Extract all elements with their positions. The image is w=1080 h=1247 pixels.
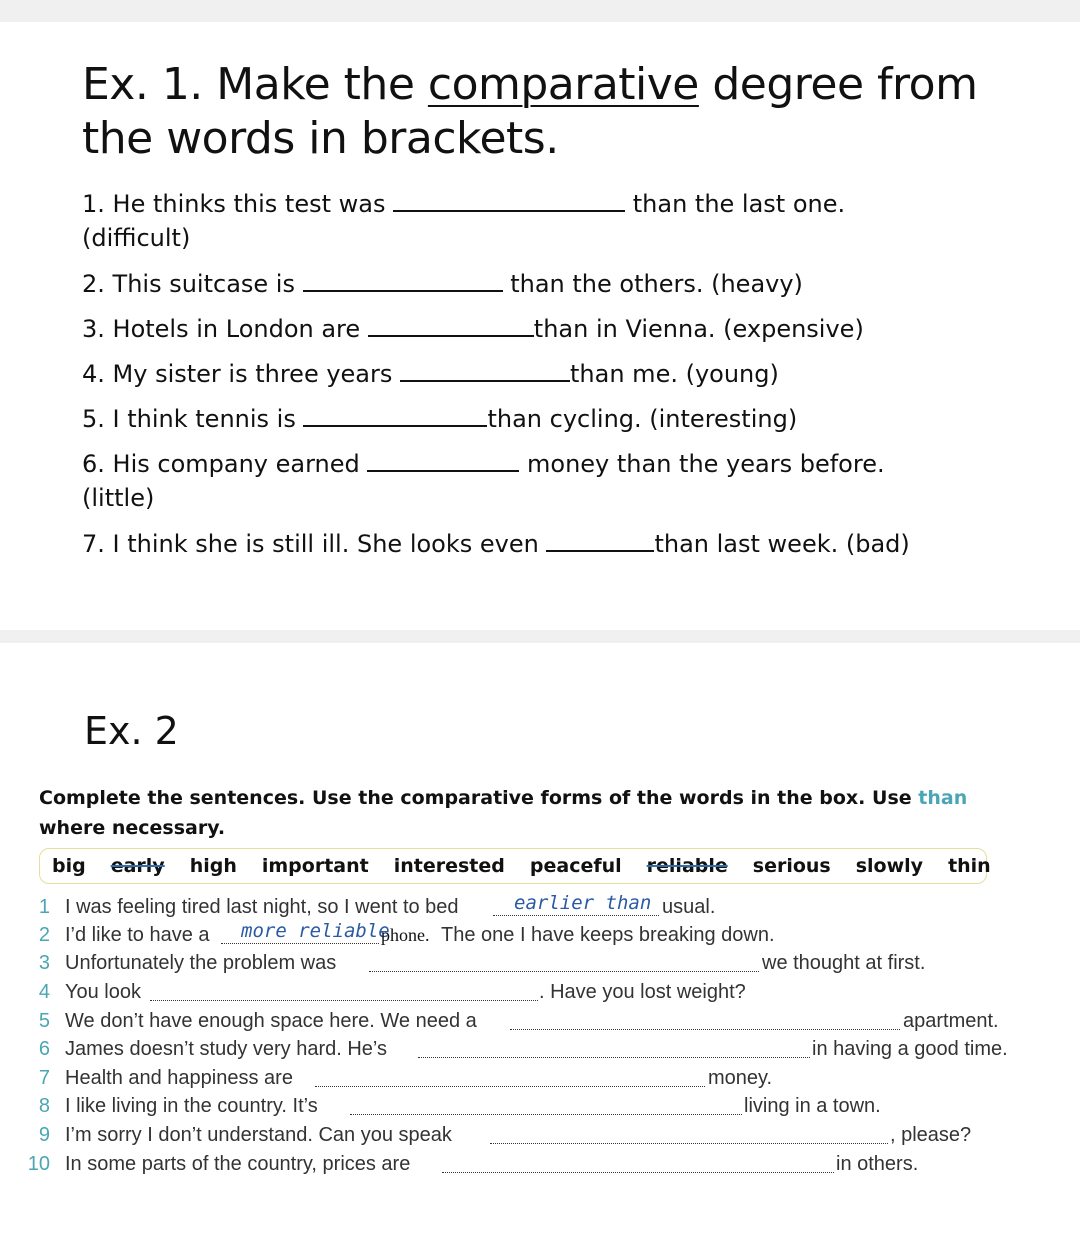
sentence-text: I’d like to have a: [65, 924, 210, 946]
ex1-item-5: [82, 402, 982, 436]
sentence-number: 5: [38, 1010, 50, 1032]
word-box-item-used: early: [110, 855, 165, 877]
sentence-number: 9: [38, 1124, 50, 1146]
sentence-number: 7: [38, 1067, 50, 1089]
item-text: (little): [82, 484, 155, 512]
sentence-text: Unfortunately the problem was: [65, 952, 337, 974]
answer-line[interactable]: [442, 1172, 834, 1173]
answer-blank[interactable]: [303, 268, 503, 292]
word-box-item: serious: [752, 855, 831, 877]
ex2-sentence-1: [0, 892, 1080, 924]
sentence-text: The one I have keeps breaking down.: [441, 924, 775, 946]
instruction-text: where necessary.: [39, 817, 226, 839]
word-box-item: interested: [393, 855, 505, 877]
sentence-number: 1: [38, 896, 50, 918]
sentence-text: in others.: [836, 1153, 919, 1175]
item-text: than in Vienna. (expensive): [533, 315, 864, 343]
item-text: money than the years before.: [519, 450, 885, 478]
item-text: 7. I think she is still ill. She looks even: [82, 530, 547, 558]
answer-blank[interactable]: [367, 448, 519, 472]
sentence-text: we thought at first.: [762, 952, 926, 974]
answer-line[interactable]: [369, 971, 759, 972]
sentence-text: I’m sorry I don’t understand. Can you speak: [65, 1124, 452, 1146]
answer-line[interactable]: [510, 1029, 900, 1030]
item-text: than cycling. (interesting): [487, 405, 798, 433]
item-text: 5. I think tennis is: [82, 405, 304, 433]
item-text: (difficult): [82, 224, 191, 252]
exercise-2-instructions: [39, 783, 1029, 843]
item-text: than last week. (bad): [654, 530, 910, 558]
answer-blank[interactable]: [368, 313, 534, 337]
sentence-number: 4: [38, 981, 50, 1003]
title-underlined-word: comparative: [427, 59, 699, 110]
answer-line[interactable]: [221, 943, 379, 944]
ex1-item-7: [82, 527, 982, 561]
word-box-item: slowly: [855, 855, 924, 877]
ex1-item-1: [82, 187, 982, 221]
ex2-sentence-2: [0, 920, 1080, 952]
exercise-1-title: [82, 58, 1042, 166]
answer-blank[interactable]: [303, 403, 487, 427]
ex2-sentence-9: [0, 1124, 1080, 1152]
sentence-text: Health and happiness are: [65, 1067, 293, 1089]
sentence-text: in having a good time.: [812, 1038, 1008, 1060]
title-text-part1: Ex. 1. Make the: [82, 59, 428, 110]
sentence-text: We don’t have enough space here. We need a: [65, 1010, 477, 1032]
answer-line[interactable]: [493, 915, 659, 916]
ex2-sentence-10: [0, 1153, 1080, 1181]
answer-blank[interactable]: [400, 358, 570, 382]
exercise-1-slide: [0, 22, 1080, 630]
sentence-text: usual.: [662, 896, 716, 918]
ex1-item-6-line2: [82, 481, 982, 515]
sentence-number: 6: [38, 1038, 50, 1060]
ex1-item-2: [82, 267, 982, 301]
instruction-than-highlight: than: [918, 787, 968, 809]
handwritten-answer: earlier than: [514, 892, 652, 914]
answer-blank[interactable]: [546, 528, 654, 552]
sentence-text: , please?: [890, 1124, 972, 1146]
item-text: 1. He thinks this test was: [82, 190, 394, 218]
item-text: than the others. (heavy): [502, 270, 803, 298]
answer-blank[interactable]: [393, 188, 625, 212]
title-text-part2: degree from the words in brackets.: [82, 59, 978, 164]
word-box-item: big: [52, 855, 86, 877]
ex1-item-6: [82, 447, 982, 481]
word-box-item: thin: [948, 855, 991, 877]
word-box-item: important: [261, 855, 369, 877]
answer-line[interactable]: [315, 1086, 705, 1087]
ex2-sentence-4: [0, 981, 1080, 1009]
word-box-item-used: reliable: [646, 855, 728, 877]
exercise-2-slide: [0, 643, 1080, 1247]
item-text: 4. My sister is three years: [82, 360, 401, 388]
ex2-sentence-7: [0, 1067, 1080, 1095]
item-text: than the last one.: [625, 190, 846, 218]
word-box: [39, 848, 991, 884]
ex1-item-1-line2: [82, 221, 982, 255]
ex1-item-4: [82, 357, 982, 391]
exercise-2-title: Ex. 2: [84, 709, 179, 753]
ex2-sentence-8: [0, 1095, 1080, 1123]
sentence-text: James doesn’t study very hard. He’s: [65, 1038, 388, 1060]
answer-line[interactable]: [350, 1114, 742, 1115]
sentence-number: 3: [38, 952, 50, 974]
ex2-sentence-6: [0, 1038, 1080, 1066]
sentence-text: phone.: [381, 925, 430, 945]
sentence-text: I like living in the country. It’s: [65, 1095, 318, 1117]
handwritten-answer: more reliable: [241, 920, 390, 942]
ex1-item-3: [82, 312, 982, 346]
item-text: 6. His company earned: [82, 450, 368, 478]
sentence-number: 8: [38, 1095, 50, 1117]
ex2-sentence-3: [0, 952, 1080, 980]
sentence-text: . Have you lost weight?: [539, 981, 746, 1003]
item-text: 2. This suitcase is: [82, 270, 303, 298]
word-box-item: peaceful: [529, 855, 622, 877]
item-text: 3. Hotels in London are: [82, 315, 368, 343]
answer-line[interactable]: [418, 1057, 810, 1058]
sentence-number: 10: [27, 1153, 50, 1175]
sentence-text: living in a town.: [744, 1095, 881, 1117]
sentence-text: I was feeling tired last night, so I went to bed: [65, 896, 459, 918]
sentence-text: money.: [708, 1067, 773, 1089]
instruction-text: Complete the sentences. Use the comparative forms of the words in the box. Use: [39, 787, 919, 809]
sentence-text: apartment.: [903, 1010, 999, 1032]
sentence-text: You look: [65, 981, 141, 1003]
answer-line[interactable]: [490, 1143, 888, 1144]
item-text: than me. (young): [570, 360, 779, 388]
sentence-number: 2: [38, 924, 50, 946]
word-box-item: high: [189, 855, 237, 877]
answer-line[interactable]: [150, 1000, 538, 1001]
ex2-sentence-5: [0, 1010, 1080, 1038]
sentence-text: In some parts of the country, prices are: [65, 1153, 411, 1175]
